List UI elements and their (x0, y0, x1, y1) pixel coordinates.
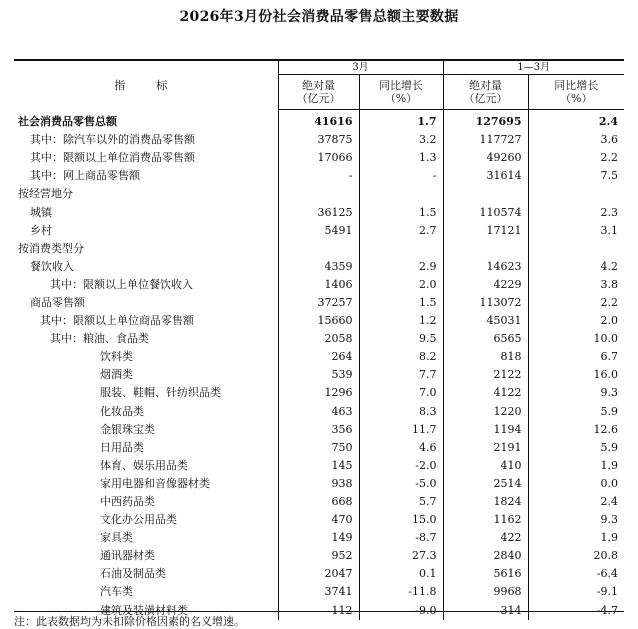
month-abs-value: 4359 (278, 258, 359, 276)
ytd-abs-value: 1824 (443, 493, 528, 511)
month-abs-value: 668 (278, 493, 359, 511)
row-name: 建筑及装潢材料类 (14, 602, 278, 620)
table-row (14, 511, 624, 529)
month-yoy-value: 1.7 (359, 110, 443, 132)
ytd-yoy-value: -4.7 (596, 603, 619, 617)
table-row (14, 366, 624, 384)
row-name: 烟酒类 (14, 366, 278, 384)
row-name: 其中：网上商品零售额 (14, 167, 278, 185)
month-abs-value: 37257 (278, 294, 359, 312)
row-name: 其中：粮油、食品类 (14, 330, 278, 348)
table-row (14, 421, 624, 439)
row-name: 其中：限额以上单位餐饮收入 (14, 276, 278, 294)
month-yoy-value: 27.3 (359, 547, 443, 565)
period-ytd-header: 1—3月 (443, 60, 624, 75)
ytd-abs-value: 422 (443, 529, 528, 547)
row-name: 家具类 (14, 529, 278, 547)
month-abs-value: 3741 (278, 583, 359, 601)
table-row (14, 403, 624, 421)
month-abs-value: 2047 (278, 565, 359, 583)
ytd-yoy-value: 3.6 (600, 133, 619, 147)
month-abs-value: 112 (278, 602, 359, 620)
ytd-yoy-value: 16.0 (593, 368, 619, 382)
ytd-abs-value: 314 (443, 602, 528, 620)
month-yoy-value: 3.2 (359, 131, 443, 149)
table-row (14, 222, 624, 240)
ytd-yoy-value: 3.8 (600, 277, 619, 291)
month-yoy-value: -11.8 (359, 583, 443, 601)
ytd-abs-value: 17121 (443, 222, 528, 240)
ytd-yoy-value: 3.1 (600, 223, 619, 237)
month-abs-value: - (278, 167, 359, 185)
month-yoy-value: 2.9 (359, 258, 443, 276)
table-row (14, 294, 624, 312)
row-name: 其中：除汽车以外的消费品零售额 (14, 131, 278, 149)
month-abs-value: 264 (278, 348, 359, 366)
table-row (14, 475, 624, 493)
table-row (14, 439, 624, 457)
table-row (14, 110, 624, 132)
table-row (14, 384, 624, 402)
row-name: 商品零售额 (14, 294, 278, 312)
ytd-yoy-value (528, 185, 624, 203)
ytd-yoy-value: 2.4 (600, 495, 619, 509)
row-name: 其中：限额以上单位消费品零售额 (14, 149, 278, 167)
ytd-yoy-value: 2.4 (598, 115, 619, 129)
ytd-abs-value (443, 185, 528, 203)
ytd-abs-value: 14623 (443, 258, 528, 276)
month-yoy-value: 1.5 (359, 203, 443, 221)
ytd-abs-value: 4122 (443, 384, 528, 402)
retail-sales-table (14, 59, 624, 620)
month-yoy-value: -2.0 (359, 457, 443, 475)
row-name: 按经营地分 (14, 185, 278, 203)
ytd-abs-value: 2122 (443, 366, 528, 384)
ytd-abs-header: 绝对量 （亿元） (443, 75, 528, 110)
month-yoy-value: -9.0 (359, 602, 443, 620)
month-yoy-header: 同比增长 （%） (359, 75, 443, 110)
ytd-yoy-value: 1.9 (600, 458, 619, 472)
month-yoy-value: 1.3 (359, 149, 443, 167)
ytd-abs-value: 49260 (443, 149, 528, 167)
month-abs-value: 5491 (278, 222, 359, 240)
month-yoy-value: 5.7 (359, 493, 443, 511)
row-name: 金银珠宝类 (14, 421, 278, 439)
ytd-yoy-value: 5.9 (600, 440, 619, 454)
ytd-abs-value: 2514 (443, 475, 528, 493)
ytd-yoy-value: 2.2 (600, 151, 619, 165)
indicator-header: 指 标 (14, 60, 278, 110)
month-abs-value: 938 (278, 475, 359, 493)
ytd-abs-value: 9968 (443, 583, 528, 601)
month-yoy-value: 7.0 (359, 384, 443, 402)
month-yoy-value: 8.3 (359, 403, 443, 421)
ytd-abs-value: 1194 (443, 421, 528, 439)
month-abs-value: 1406 (278, 276, 359, 294)
footnote: 注：此表数据均为未扣除价格因素的名义增速。 (14, 615, 245, 628)
table-row (14, 167, 624, 185)
month-abs-value: 145 (278, 457, 359, 475)
ytd-abs-value: 410 (443, 457, 528, 475)
ytd-abs-value: 113072 (443, 294, 528, 312)
row-name: 日用品类 (14, 439, 278, 457)
ytd-abs-value: 4229 (443, 276, 528, 294)
ytd-abs-value: 6565 (443, 330, 528, 348)
row-name: 乡村 (14, 222, 278, 240)
table-row (14, 457, 624, 475)
table-row (14, 240, 624, 258)
table-row (14, 258, 624, 276)
month-yoy-value (359, 185, 443, 203)
table-row (14, 565, 624, 583)
table-row (14, 348, 624, 366)
ytd-abs-value: 5616 (443, 565, 528, 583)
ytd-yoy-value (528, 240, 624, 258)
row-name: 中西药品类 (14, 493, 278, 511)
ytd-yoy-value: 9.3 (600, 386, 619, 400)
ytd-yoy-value: 10.0 (593, 332, 619, 346)
row-name: 餐饮收入 (14, 258, 278, 276)
month-yoy-value: 4.6 (359, 439, 443, 457)
ytd-abs-value: 31614 (443, 167, 528, 185)
month-abs-value: 470 (278, 511, 359, 529)
row-name: 饮料类 (14, 348, 278, 366)
month-abs-value: 149 (278, 529, 359, 547)
row-name: 城镇 (14, 203, 278, 221)
month-abs-value (278, 185, 359, 203)
ytd-abs-value (443, 240, 528, 258)
ytd-abs-value: 117727 (443, 131, 528, 149)
table-row (14, 149, 624, 167)
ytd-yoy-value: 2.0 (600, 314, 619, 328)
ytd-abs-value: 2191 (443, 439, 528, 457)
ytd-yoy-value: 5.9 (600, 404, 619, 418)
ytd-abs-value: 110574 (443, 203, 528, 221)
page-title: 2026年3月份社会消费品零售总额主要数据 (179, 9, 459, 25)
month-abs-value: 539 (278, 366, 359, 384)
table-row (14, 529, 624, 547)
ytd-abs-value: 1220 (443, 403, 528, 421)
month-yoy-value: 15.0 (359, 511, 443, 529)
ytd-yoy-value: -9.1 (596, 585, 619, 599)
table-row (14, 312, 624, 330)
month-yoy-value (359, 240, 443, 258)
month-abs-value: 37875 (278, 131, 359, 149)
ytd-abs-value: 1162 (443, 511, 528, 529)
month-abs-header: 绝对量 （亿元） (278, 75, 359, 110)
month-abs-value: 1296 (278, 384, 359, 402)
ytd-yoy-value: 2.3 (600, 205, 619, 219)
table-row (14, 547, 624, 565)
month-abs-value: 952 (278, 547, 359, 565)
month-yoy-value: 2.7 (359, 222, 443, 240)
ytd-yoy-value: 6.7 (600, 350, 619, 364)
ytd-yoy-value: 1.9 (600, 531, 619, 545)
month-yoy-value: 9.5 (359, 330, 443, 348)
row-name: 家用电器和音像器材类 (14, 475, 278, 493)
month-yoy-value: 8.2 (359, 348, 443, 366)
month-abs-value: 356 (278, 421, 359, 439)
table-row (14, 185, 624, 203)
month-yoy-value: 2.0 (359, 276, 443, 294)
ytd-yoy-value: 4.2 (600, 259, 619, 273)
ytd-yoy-header: 同比增长 （%） (528, 75, 624, 110)
row-name: 文化办公用品类 (14, 511, 278, 529)
ytd-abs-value: 2840 (443, 547, 528, 565)
table-row (14, 330, 624, 348)
month-yoy-value: 0.1 (359, 565, 443, 583)
month-abs-value: 15660 (278, 312, 359, 330)
row-name: 按消费类型分 (14, 240, 278, 258)
ytd-yoy-value: 0.0 (600, 476, 619, 490)
month-yoy-value: 1.2 (359, 312, 443, 330)
ytd-yoy-value: 20.8 (593, 549, 619, 563)
ytd-yoy-value: 2.2 (600, 295, 619, 309)
month-abs-value: 750 (278, 439, 359, 457)
table-row (14, 276, 624, 294)
month-yoy-value: -5.0 (359, 475, 443, 493)
month-yoy-value: - (359, 167, 443, 185)
month-abs-value: 17066 (278, 149, 359, 167)
month-abs-value: 463 (278, 403, 359, 421)
row-name: 石油及制品类 (14, 565, 278, 583)
row-name: 化妆品类 (14, 403, 278, 421)
table-row (14, 583, 624, 601)
table-row (14, 131, 624, 149)
ytd-yoy-value: 7.5 (600, 169, 619, 183)
ytd-abs-value: 818 (443, 348, 528, 366)
month-abs-value: 36125 (278, 203, 359, 221)
table-bottom-rule (14, 611, 624, 612)
period-month-header: 3月 (278, 60, 443, 75)
table-row (14, 493, 624, 511)
month-yoy-value: 1.5 (359, 294, 443, 312)
month-yoy-value: -8.7 (359, 529, 443, 547)
row-name: 服装、鞋帽、针纺织品类 (14, 384, 278, 402)
row-name: 体育、娱乐用品类 (14, 457, 278, 475)
month-yoy-value: 7.7 (359, 366, 443, 384)
month-yoy-value: 11.7 (359, 421, 443, 439)
ytd-abs-value: 127695 (443, 110, 528, 132)
ytd-yoy-value: -6.4 (596, 567, 619, 581)
row-name: 汽车类 (14, 583, 278, 601)
row-name: 其中：限额以上单位商品零售额 (14, 312, 278, 330)
ytd-yoy-value: 9.3 (600, 513, 619, 527)
month-abs-value: 2058 (278, 330, 359, 348)
month-abs-value: 41616 (278, 110, 359, 132)
month-abs-value (278, 240, 359, 258)
table-row (14, 203, 624, 221)
row-name: 社会消费品零售总额 (14, 110, 278, 132)
ytd-yoy-value: 12.6 (593, 422, 619, 436)
row-name: 通讯器材类 (14, 547, 278, 565)
ytd-abs-value: 45031 (443, 312, 528, 330)
